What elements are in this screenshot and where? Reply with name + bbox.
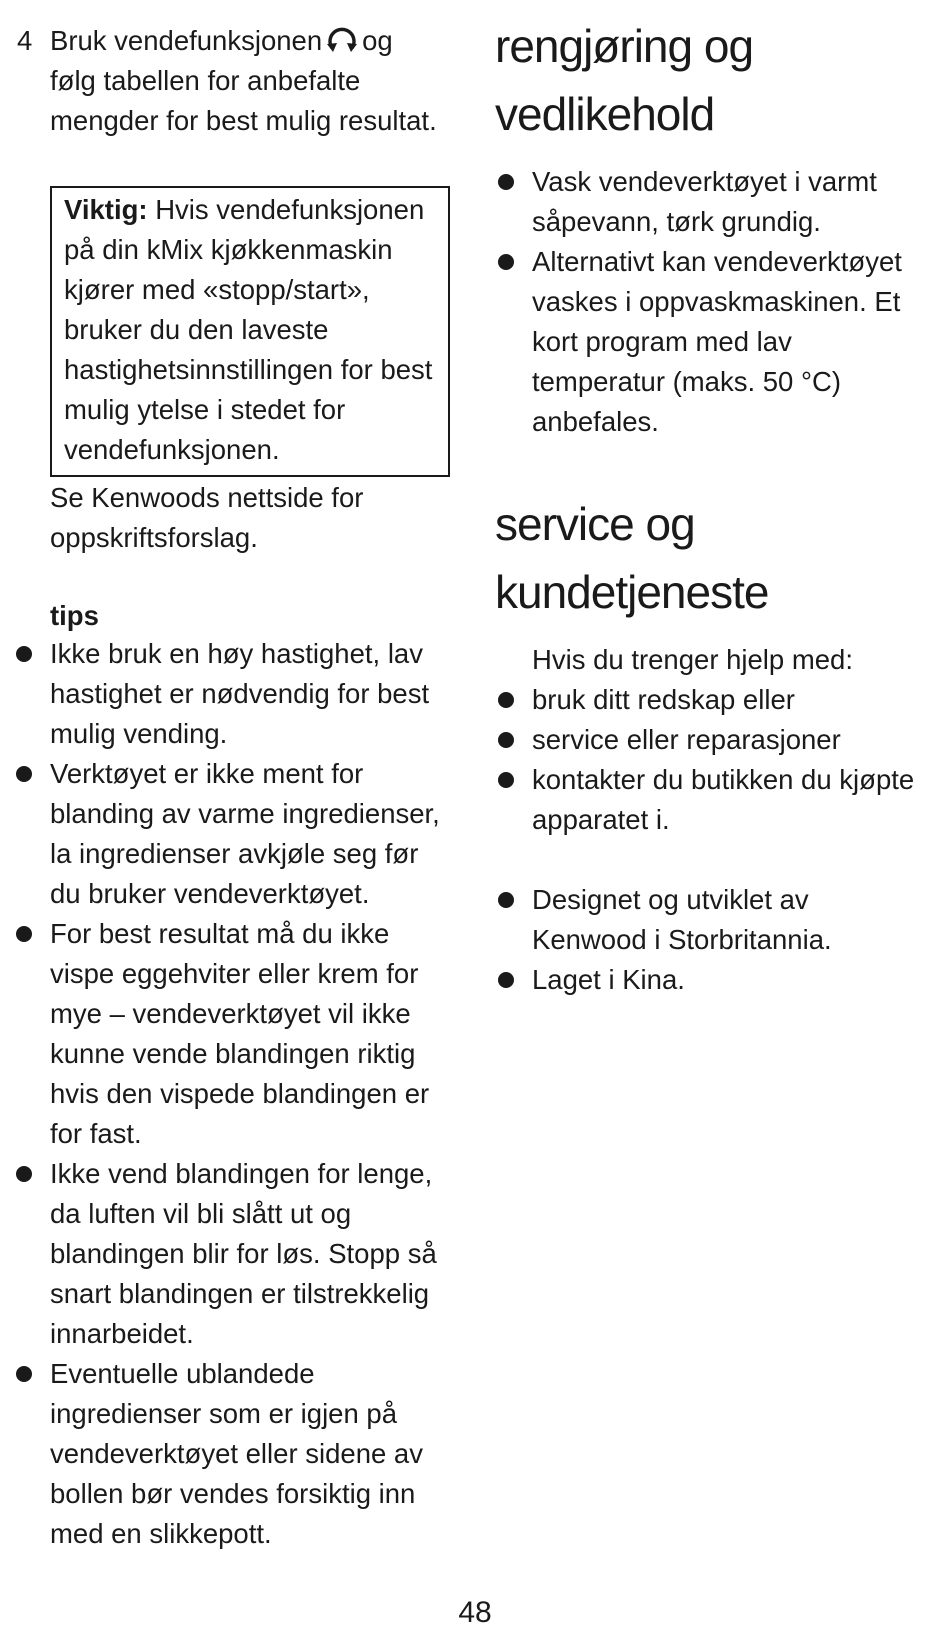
note-text: Hvis vendefunksjonen på din kMix kjøkkenmaskin kjører med «stopp/start», bruker du den laveste hastighetsinnstillingen for best mulig ytelse i stedet for vendefunksjonen.	[64, 194, 433, 465]
step-number: 4	[17, 25, 33, 56]
service-heading: service og kundetjeneste	[495, 498, 769, 618]
tip-item: For best resultat må du ikke vispe eggehviter eller krem for mye – vendeverktøyet vil ikke kunne vende blandingen riktig hvis den vispede blandingen er for fast.	[16, 914, 456, 1154]
turn-function-icon	[325, 23, 359, 57]
tips-list	[16, 634, 456, 1554]
tips-heading: tips	[50, 600, 99, 631]
service-item: service eller reparasjoner	[498, 720, 928, 760]
page-number: 48	[458, 1596, 492, 1629]
service-item: kontakter du butikken du kjøpte apparatet i.	[498, 760, 928, 840]
cleaning-heading: rengjøring og vedlikehold	[495, 20, 754, 140]
service-item: bruk ditt redskap eller	[498, 680, 928, 720]
tip-item: Eventuelle ublandede ingredienser som er igjen på vendeverktøyet eller sidene av bollen bør vendes forsiktig inn med en slikkepott.	[16, 1354, 456, 1554]
tip-item: Verktøyet er ikke ment for blanding av varme ingredienser, la ingredienser avkjøle seg før du bruker vendeverktøyet.	[16, 754, 456, 914]
note-label: Viktig:	[64, 194, 148, 225]
tip-item: Ikke bruk en høy hastighet, lav hastighet er nødvendig for best mulig vending.	[16, 634, 456, 754]
step-text-after: og følg tabellen for anbefalte mengder for best mulig resultat.	[50, 25, 437, 136]
service-intro: Hvis du trenger hjelp med:	[532, 644, 853, 675]
cleaning-list	[498, 162, 928, 442]
service-list	[498, 680, 928, 840]
recipe-text: Se Kenwoods nettside for oppskriftsforslag.	[50, 482, 364, 553]
important-note	[50, 186, 450, 477]
step-text	[50, 21, 440, 141]
tip-item: Ikke vend blandingen for lenge, da luften vil bli slått ut og blandingen blir for løs. Stopp så snart blandingen er tilstrekkelig innarbeidet.	[16, 1154, 456, 1354]
origin-item: Designet og utviklet av Kenwood i Storbritannia.	[498, 880, 928, 960]
step-text-before: Bruk vendefunksjonen	[50, 25, 323, 56]
origin-list	[498, 880, 928, 1000]
cleaning-item: Vask vendeverktøyet i varmt såpevann, tørk grundig.	[498, 162, 928, 242]
cleaning-item: Alternativt kan vendeverktøyet vaskes i oppvaskmaskinen. Et kort program med lav temperatur (maks. 50 °C) anbefales.	[498, 242, 928, 442]
origin-item: Laget i Kina.	[498, 960, 928, 1000]
